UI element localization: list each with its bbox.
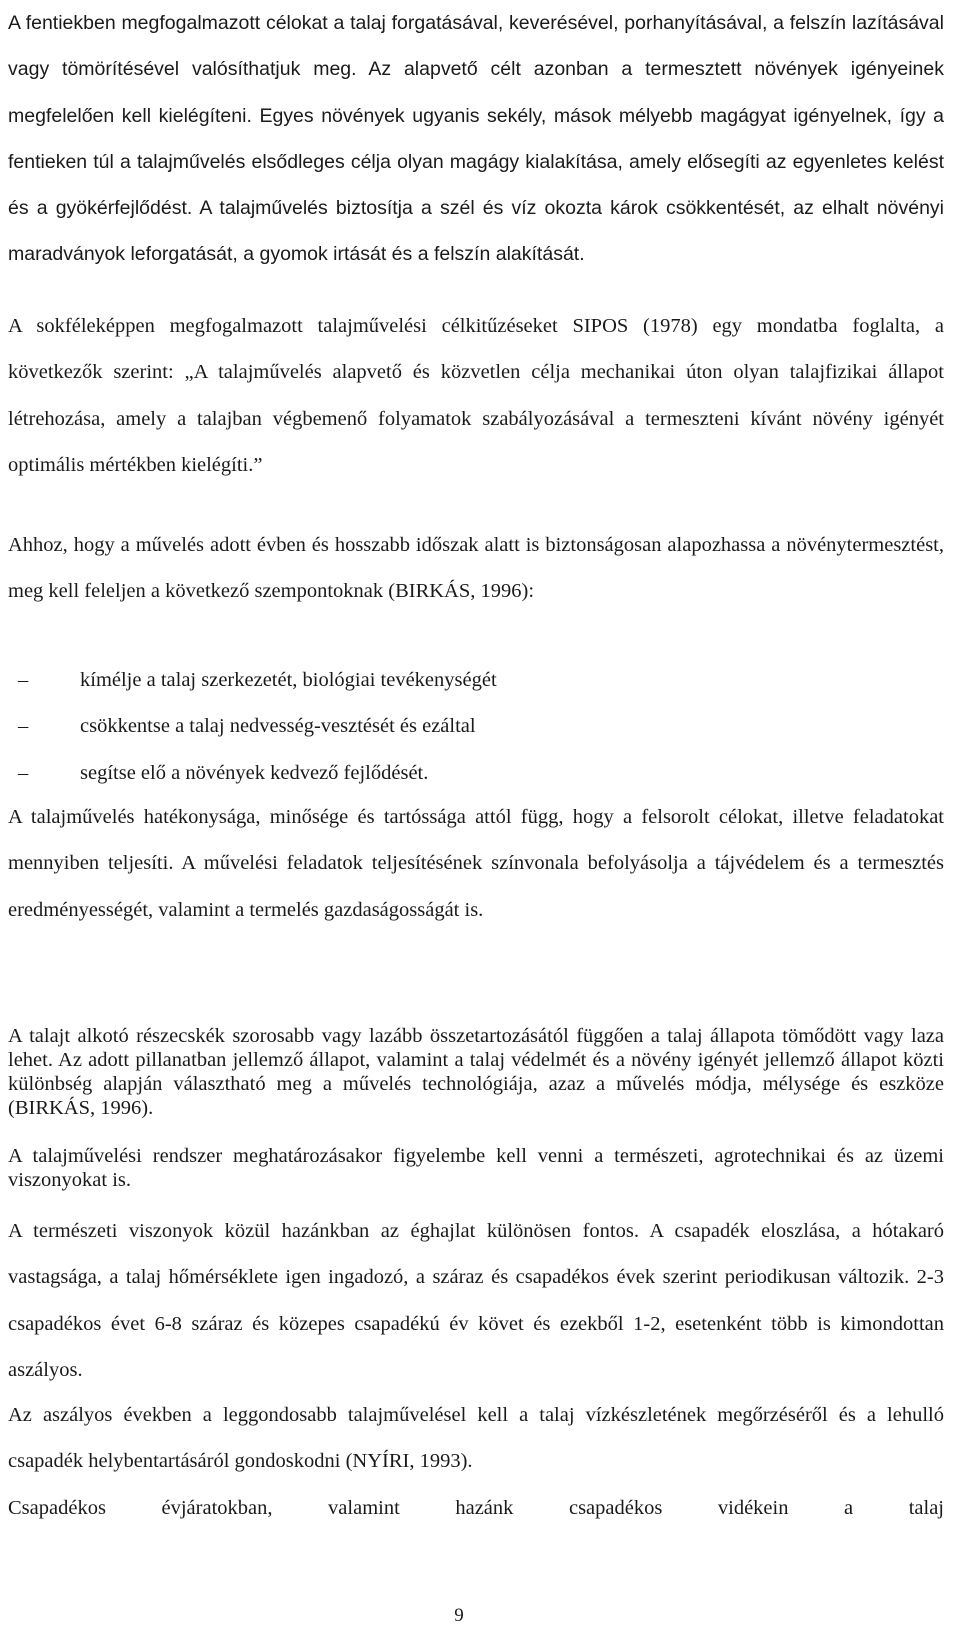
- list-item-text: kímélje a talaj szerkezetét, biológiai tevékenységét: [80, 669, 497, 691]
- paragraph-soil-state: A talajt alkotó részecskék szorosabb vagy lazább összetartozásától függően a talaj állapota tömődött vagy laza lehet. Az adott pillanatban jellemző állapot, valamint a talaj védelmét és a növény igényét jellemző állapot közti különbség alapján választható meg a művelés technológiája, azaz a művelés módja, mélysége és eszköze (BIRKÁS, 1996).: [8, 1025, 944, 1119]
- dash-bullet: –: [18, 715, 29, 738]
- paragraph-drought-years: Az aszályos években a leggondosabb talajművelésel kell a talaj vízkészletének megőrzéséről és a lehulló csapadék helybentartásáról gondoskodni (NYÍRI, 1993).: [8, 1404, 944, 1473]
- dash-bullet: –: [18, 669, 29, 691]
- page-number: 9: [454, 1605, 464, 1626]
- paragraph-cultivation-goals: A fentiekben megfogalmazott célokat a talaj forgatásával, keverésével, porhanyításával, a felszín lazításával vagy tömörítésével valósíthatjuk meg. Az alapvető célt azonban a termesztett növények igényeinek megfelelően kell kielégíteni. Egyes növények ugyanis sekély, mások mélyebb magágyat igényelnek, így a fentieken túl a talajművelés elsődleges célja olyan magágy kialakítása, amely elősegíti az egyenletes kelést és a gyökérfejlődést. A talajművelés biztosítja a szél és víz okozta károk csökkentését, az elhalt növényi maradványok leforgatását, a gyomok irtását és a felszín alakítását.: [8, 12, 944, 266]
- list-item: [0, 657, 960, 703]
- list-item: [0, 750, 960, 796]
- list-item-text: csökkentse a talaj nedvesség-vesztését és ezáltal: [80, 715, 476, 738]
- dash-bullet: –: [18, 761, 29, 784]
- paragraph-natural-conditions: A természeti viszonyok közül hazánkban az éghajlat különösen fontos. A csapadék eloszlása, a hótakaró vastagsága, a talaj hőmérséklete igen ingadozó, a száraz és csapadékos évek szerint periodikusan változik. 2-3 csapadékos évet 6-8 száraz és közepes csapadékú év követ és ezekből 1-2, esetenként több is kimondottan aszályos.: [8, 1220, 944, 1381]
- paragraph-effectiveness: A talajművelés hatékonysága, minősége és tartóssága attól függ, hogy a felsorolt célokat, illetve feladatokat mennyiben teljesíti. A művelési feladatok teljesítésének színvonala befolyásolja a tájvédelem és a termesztés eredményességét, valamint a termelés gazdaságosságát is.: [8, 806, 944, 921]
- paragraph-sipos-definition: A sokféleképpen megfogalmazott talajművelési célkitűzéseket SIPOS (1978) egy mondatba foglalta, a következők szerint: „A talajművelés alapvető és közvetlen célja mechanikai úton olyan talajfizikai állapot létrehozása, amely a talajban végbemenő folyamatok szabályozásával a termeszteni kívánt növény igényét optimális mértékben kielégíti.”: [8, 315, 944, 476]
- requirements-list: [0, 657, 960, 796]
- list-item: [0, 703, 960, 749]
- paragraph-requirements-intro: Ahhoz, hogy a művelés adott évben és hosszabb időszak alatt is biztonságosan alapozhassa a növénytermesztést, meg kell feleljen a következő szempontoknak (BIRKÁS, 1996):: [8, 534, 944, 603]
- paragraph-system-conditions: A talajművelési rendszer meghatározásakor figyelembe kell venni a természeti, agrotechnikai és az üzemi viszonyokat is.: [8, 1145, 944, 1191]
- list-item-text: segítse elő a növények kedvező fejlődését.: [80, 761, 429, 784]
- paragraph-wet-years: Csapadékos évjáratokban, valamint hazánk csapadékos vidékein a talaj: [8, 1497, 944, 1519]
